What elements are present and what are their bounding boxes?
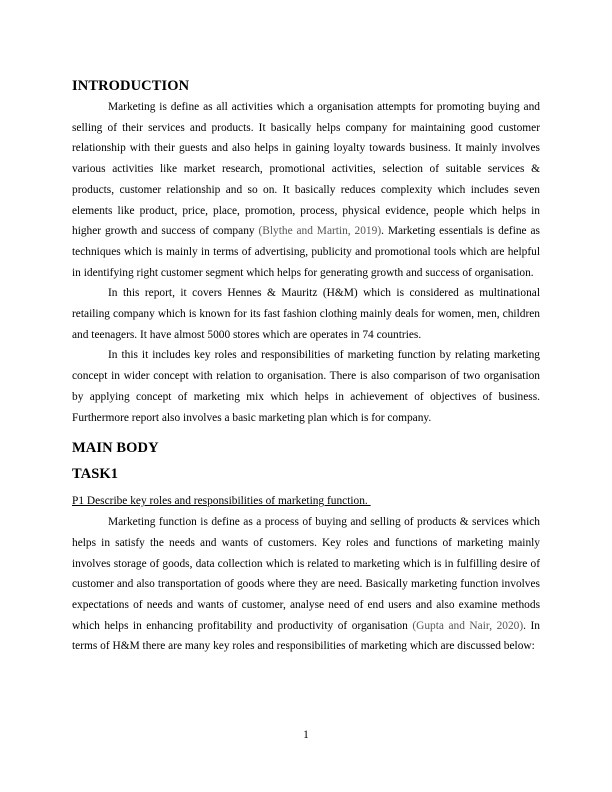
intro-paragraph-1-text: Marketing is define as all activities which a organisation attempts for promoting buying and selling of their services and products. It basically helps company for maintaining good customer relationship with their guests and also helps in gaining loyalty towards business. It mainly involves various activities like market research, promotional activities, selection of suitable services & products, customer relationship and so on. It basically reduces complexity which includes seven elements like product, price, place, promotion, process, physical evidence, people which helps in higher growth and success of company bbox=[72, 101, 540, 238]
task1-paragraph-1-text-after: . In terms of H&M there are many key roles and responsibilities of marketing which are discussed below: bbox=[72, 619, 540, 653]
page-number: 1 bbox=[303, 729, 309, 741]
intro-paragraph-3: In this it includes key roles and responsibilities of marketing function by relating marketing concept in wider concept with relation to organisation. There is also comparison of two organisation by applying concept of marketing mix which helps in achievement of objectives of business. Furthermore report also involves a basic marketing plan which is for company. bbox=[72, 349, 540, 424]
task1-subheading: P1 Describe key roles and responsibilities of marketing function. bbox=[72, 495, 371, 508]
intro-paragraph-1-text-after: . Marketing essentials is define as techniques which is mainly in terms of advertising, publicity and promotional tools which are helpful in identifying right customer segment which helps for generating growth and success of organisation. bbox=[72, 225, 540, 279]
intro-paragraph-1 bbox=[72, 97, 540, 283]
introduction-heading: INTRODUCTION bbox=[72, 78, 190, 94]
citation-gupta-nair: (Gupta and Nair, 2020) bbox=[412, 619, 524, 632]
task1-paragraph-1-text: Marketing function is define as a process of buying and selling of products & services which helps in satisfy the needs and wants of customers. Key roles and functions of marketing mainly involves storage of goods, data collection which is related to marketing which is in fulfilling desire of customer and also transportation of goods where they are need. Basically marketing function involves expectations of needs and wants of customer, analyse need of end users and also examine methods which helps in enhancing profitability and productivity of organisation bbox=[72, 516, 540, 632]
main-body-heading: MAIN BODY bbox=[72, 440, 159, 457]
task1-paragraph-1 bbox=[72, 512, 540, 657]
intro-paragraph-2: In this report, it covers Hennes & Mauritz (H&M) which is considered as multinational retailing company which is known for its fast fashion clothing mainly deals for women, men, children and teenagers. It have almost 5000 stores which are operates in 74 countries. bbox=[72, 287, 540, 341]
citation-blythe-martin: (Blythe and Martin, 2019) bbox=[258, 225, 382, 238]
task1-heading: TASK1 bbox=[72, 466, 119, 483]
page-content bbox=[72, 76, 540, 657]
